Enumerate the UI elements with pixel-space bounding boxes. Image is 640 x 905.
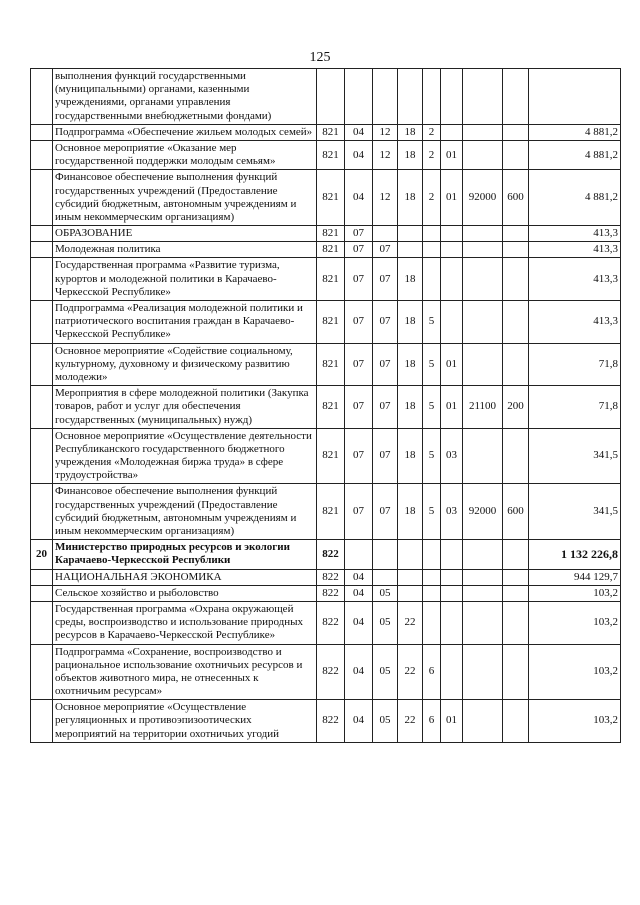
expense-type-cell [503,428,529,484]
subsection-code-cell: 12 [373,124,398,140]
amount-cell: 4 881,2 [529,140,621,169]
activity-code-cell: 03 [441,428,463,484]
row-name-cell: выполнения функций государственными (муниципальными) органами, казенными учреждениями, органами управления государственными внебюджетными фондами) [53,69,317,125]
subprogram-code-cell [423,601,441,644]
row-number-cell [31,644,53,700]
direction-code-cell [463,69,503,125]
subsection-code-cell: 07 [373,343,398,386]
row-number-cell [31,343,53,386]
row-number-cell [31,484,53,540]
expense-type-cell [503,124,529,140]
row-name-cell: Молодежная политика [53,242,317,258]
ministry-code-cell: 822 [317,540,345,569]
program-code-cell: 22 [398,700,423,743]
amount-cell: 103,2 [529,644,621,700]
table-row [31,140,621,169]
row-name-cell: ОБРАЗОВАНИЕ [53,226,317,242]
section-code-cell: 07 [345,242,373,258]
subprogram-code-cell: 6 [423,644,441,700]
table-row [31,484,621,540]
subprogram-code-cell: 6 [423,700,441,743]
amount-cell: 4 881,2 [529,170,621,226]
activity-code-cell: 01 [441,140,463,169]
subprogram-code-cell: 5 [423,301,441,344]
ministry-code-cell [317,69,345,125]
amount-cell: 341,5 [529,428,621,484]
program-code-cell: 22 [398,601,423,644]
row-name-cell: Подпрограмма «Реализация молодежной политики и патриотического воспитания граждан в Карачаево-Черкесской Республике» [53,301,317,344]
ministry-code-cell: 822 [317,585,345,601]
ministry-code-cell: 821 [317,170,345,226]
direction-code-cell: 21100 [463,386,503,429]
activity-code-cell [441,585,463,601]
subprogram-code-cell [423,242,441,258]
row-number-cell [31,601,53,644]
row-name-cell: Основное мероприятие «Осуществление регуляционных и противоэпизоотических мероприятий на территории охотничьих угодий [53,700,317,743]
program-code-cell: 18 [398,343,423,386]
expense-type-cell [503,226,529,242]
amount-cell: 103,2 [529,601,621,644]
section-code-cell [345,540,373,569]
direction-code-cell [463,343,503,386]
row-name-cell: НАЦИОНАЛЬНАЯ ЭКОНОМИКА [53,569,317,585]
program-code-cell [398,540,423,569]
row-number-cell [31,69,53,125]
direction-code-cell [463,258,503,301]
program-code-cell: 22 [398,644,423,700]
page-number: 125 [309,50,331,65]
section-code-cell: 07 [345,258,373,301]
program-code-cell [398,569,423,585]
ministry-code-cell: 821 [317,258,345,301]
program-code-cell [398,226,423,242]
section-code-cell: 07 [345,428,373,484]
program-code-cell [398,69,423,125]
program-code-cell [398,242,423,258]
ministry-code-cell: 822 [317,700,345,743]
expense-type-cell [503,540,529,569]
row-name-cell: Основное мероприятие «Оказание мер государственной поддержки молодым семьям» [53,140,317,169]
section-code-cell: 04 [345,140,373,169]
subsection-code-cell [373,226,398,242]
table-row [31,540,621,569]
ministry-code-cell: 822 [317,644,345,700]
table-row [31,170,621,226]
ministry-code-cell: 821 [317,140,345,169]
expense-type-cell [503,69,529,125]
expense-type-cell [503,258,529,301]
direction-code-cell [463,700,503,743]
budget-table [30,68,621,743]
subprogram-code-cell: 5 [423,343,441,386]
table-row [31,226,621,242]
activity-code-cell [441,226,463,242]
ministry-code-cell: 821 [317,242,345,258]
subprogram-code-cell [423,69,441,125]
subprogram-code-cell: 5 [423,484,441,540]
direction-code-cell [463,301,503,344]
direction-code-cell [463,226,503,242]
direction-code-cell [463,242,503,258]
section-code-cell: 07 [345,343,373,386]
row-number-cell [31,700,53,743]
activity-code-cell [441,69,463,125]
table-row [31,124,621,140]
subsection-code-cell [373,569,398,585]
activity-code-cell: 01 [441,700,463,743]
row-number-cell [31,301,53,344]
program-code-cell: 18 [398,140,423,169]
expense-type-cell [503,644,529,700]
activity-code-cell: 01 [441,386,463,429]
subprogram-code-cell: 5 [423,386,441,429]
section-code-cell: 07 [345,386,373,429]
amount-cell: 71,8 [529,343,621,386]
program-code-cell: 18 [398,484,423,540]
direction-code-cell [463,124,503,140]
row-name-cell: Подпрограмма «Обеспечение жильем молодых семей» [53,124,317,140]
row-number-cell [31,258,53,301]
expense-type-cell [503,301,529,344]
subprogram-code-cell [423,540,441,569]
program-code-cell: 18 [398,124,423,140]
expense-type-cell: 200 [503,386,529,429]
direction-code-cell: 92000 [463,170,503,226]
activity-code-cell [441,124,463,140]
amount-cell: 413,3 [529,258,621,301]
subprogram-code-cell: 2 [423,170,441,226]
expense-type-cell [503,601,529,644]
row-name-cell: Подпрограмма «Сохранение, воспроизводство и рациональное использование охотничьих ресурсов и объектов животного мира, не отнесенных к охотничьим ресурсам» [53,644,317,700]
subprogram-code-cell: 5 [423,428,441,484]
expense-type-cell [503,569,529,585]
ministry-code-cell: 821 [317,124,345,140]
table-body [31,69,621,743]
row-number-cell [31,569,53,585]
activity-code-cell [441,258,463,301]
subsection-code-cell: 12 [373,140,398,169]
activity-code-cell: 01 [441,170,463,226]
table-row [31,386,621,429]
row-number-cell [31,226,53,242]
program-code-cell: 18 [398,258,423,301]
direction-code-cell [463,540,503,569]
amount-cell: 71,8 [529,386,621,429]
activity-code-cell [441,301,463,344]
subsection-code-cell: 12 [373,170,398,226]
subsection-code-cell: 07 [373,301,398,344]
row-number-cell [31,124,53,140]
amount-cell: 1 132 226,8 [529,540,621,569]
row-name-cell: Государственная программа «Развитие туризма, курортов и молодежной политики в Карачаево-Черкесской Республике» [53,258,317,301]
section-code-cell: 07 [345,301,373,344]
row-number-cell [31,170,53,226]
amount-cell: 103,2 [529,700,621,743]
row-name-cell: Мероприятия в сфере молодежной политики (Закупка товаров, работ и услуг для обеспечения государственных (муниципальных) нужд) [53,386,317,429]
subprogram-code-cell [423,585,441,601]
subsection-code-cell: 05 [373,700,398,743]
row-number-cell: 20 [31,540,53,569]
expense-type-cell [503,585,529,601]
ministry-code-cell: 822 [317,569,345,585]
section-code-cell [345,69,373,125]
ministry-code-cell: 821 [317,343,345,386]
program-code-cell: 18 [398,301,423,344]
expense-type-cell [503,242,529,258]
expense-type-cell: 600 [503,484,529,540]
subsection-code-cell: 05 [373,644,398,700]
subprogram-code-cell [423,258,441,301]
subsection-code-cell: 07 [373,242,398,258]
amount-cell: 413,3 [529,242,621,258]
expense-type-cell [503,343,529,386]
table-row [31,644,621,700]
row-number-cell [31,585,53,601]
activity-code-cell [441,601,463,644]
subsection-code-cell: 07 [373,258,398,301]
expense-type-cell [503,700,529,743]
ministry-code-cell: 822 [317,601,345,644]
section-code-cell: 07 [345,226,373,242]
subsection-code-cell [373,69,398,125]
amount-cell: 4 881,2 [529,124,621,140]
direction-code-cell [463,428,503,484]
program-code-cell: 18 [398,170,423,226]
amount-cell: 341,5 [529,484,621,540]
section-code-cell: 04 [345,644,373,700]
subsection-code-cell: 07 [373,484,398,540]
row-name-cell: Основное мероприятие «Осуществление деятельности Республиканского государственного бюджетного учреждения «Молодежная биржа труда» в сфере трудоустройства» [53,428,317,484]
table-row [31,601,621,644]
row-name-cell: Основное мероприятие «Содействие социальному, культурному, духовному и физическому развитию молодежи» [53,343,317,386]
row-number-cell [31,140,53,169]
subsection-code-cell: 05 [373,601,398,644]
subprogram-code-cell: 2 [423,124,441,140]
table-row [31,569,621,585]
subsection-code-cell [373,540,398,569]
expense-type-cell: 600 [503,170,529,226]
row-number-cell [31,386,53,429]
direction-code-cell [463,644,503,700]
direction-code-cell [463,140,503,169]
row-name-cell: Финансовое обеспечение выполнения функций государственных учреждений (Предоставление субсидий бюджетным, автономным учреждениям и иным некоммерческим организациям) [53,170,317,226]
ministry-code-cell: 821 [317,226,345,242]
section-code-cell: 04 [345,569,373,585]
table-row [31,343,621,386]
amount-cell: 944 129,7 [529,569,621,585]
table-row [31,700,621,743]
activity-code-cell [441,644,463,700]
ministry-code-cell: 821 [317,301,345,344]
ministry-code-cell: 821 [317,428,345,484]
table-row [31,428,621,484]
subsection-code-cell: 07 [373,386,398,429]
expense-type-cell [503,140,529,169]
ministry-code-cell: 821 [317,484,345,540]
direction-code-cell [463,585,503,601]
program-code-cell: 18 [398,428,423,484]
table-row [31,301,621,344]
row-name-cell: Министерство природных ресурсов и экологии Карачаево-Черкесской Республики [53,540,317,569]
section-code-cell: 04 [345,170,373,226]
section-code-cell: 07 [345,484,373,540]
direction-code-cell: 92000 [463,484,503,540]
section-code-cell: 04 [345,585,373,601]
program-code-cell: 18 [398,386,423,429]
amount-cell: 413,3 [529,226,621,242]
subprogram-code-cell [423,569,441,585]
table-row [31,258,621,301]
section-code-cell: 04 [345,601,373,644]
activity-code-cell [441,569,463,585]
subsection-code-cell: 07 [373,428,398,484]
row-name-cell: Государственная программа «Охрана окружающей среды, воспроизводство и использование природных ресурсов в Карачаево-Черкесской Республике» [53,601,317,644]
subprogram-code-cell: 2 [423,140,441,169]
table-row [31,242,621,258]
table-row [31,69,621,125]
activity-code-cell [441,242,463,258]
direction-code-cell [463,601,503,644]
row-name-cell: Сельское хозяйство и рыболовство [53,585,317,601]
subprogram-code-cell [423,226,441,242]
section-code-cell: 04 [345,124,373,140]
row-number-cell [31,428,53,484]
amount-cell: 413,3 [529,301,621,344]
subsection-code-cell: 05 [373,585,398,601]
activity-code-cell: 01 [441,343,463,386]
amount-cell [529,69,621,125]
ministry-code-cell: 821 [317,386,345,429]
row-number-cell [31,242,53,258]
direction-code-cell [463,569,503,585]
table-row [31,585,621,601]
program-code-cell [398,585,423,601]
section-code-cell: 04 [345,700,373,743]
activity-code-cell: 03 [441,484,463,540]
amount-cell: 103,2 [529,585,621,601]
row-name-cell: Финансовое обеспечение выполнения функций государственных учреждений (Предоставление субсидий бюджетным, автономным учреждениям и иным некоммерческим организациям) [53,484,317,540]
activity-code-cell [441,540,463,569]
